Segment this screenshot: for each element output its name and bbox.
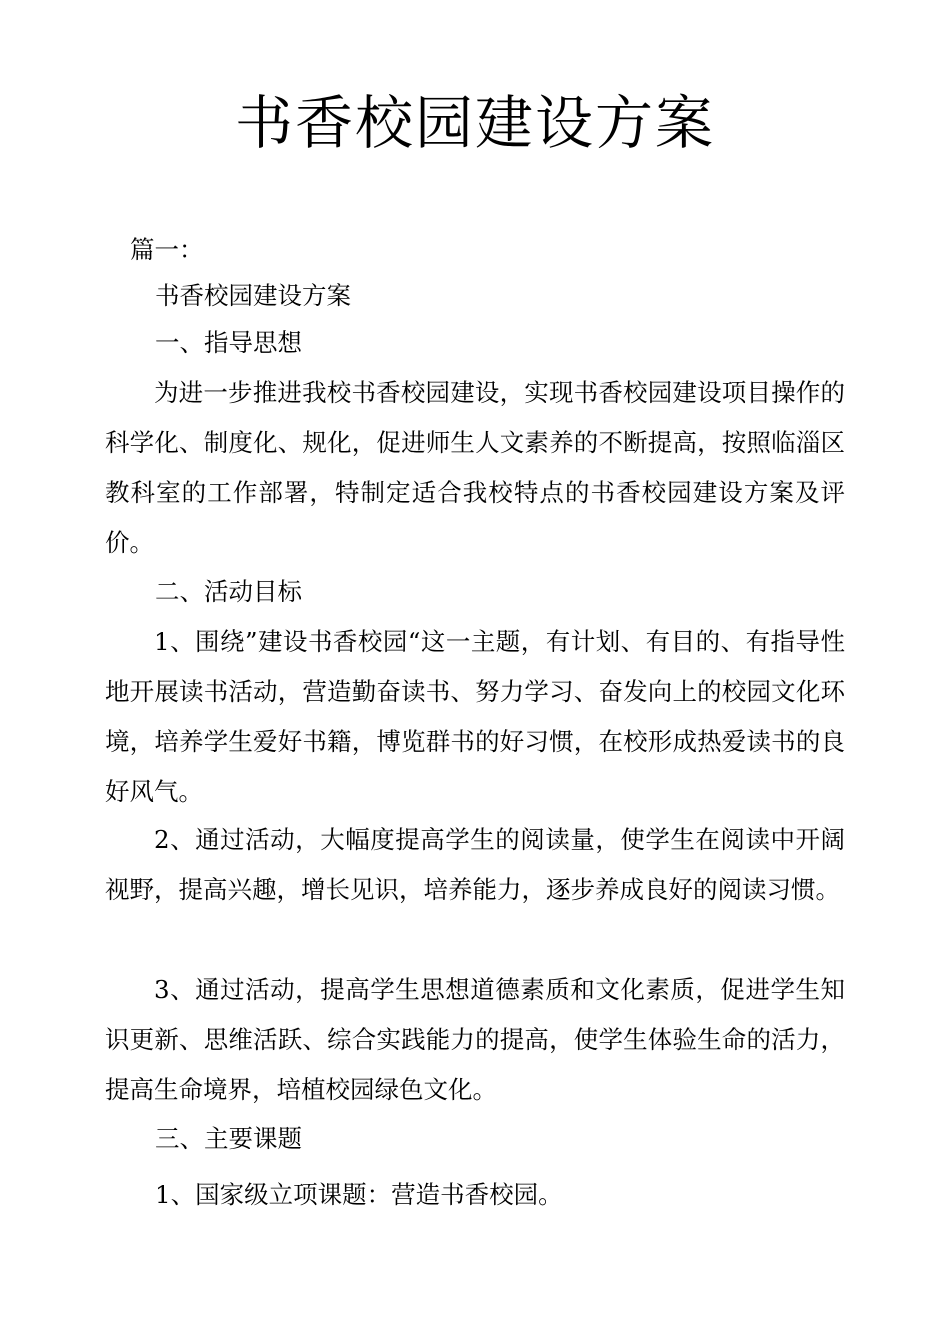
paragraph-topic-1: 1、国家级立项课题：营造书香校园。 [155,1180,563,1209]
section-heading-guiding: 一、指导思想 [155,328,302,357]
paragraph-goal-3: 3、通过活动，提高学生思想道德素质和文化素质，促进学生知识更新、思维活跃、综合实践能力的提高，使学生体验生命的活力，提高生命境界，培植校园绿色文化。 [105,975,845,1104]
paragraph-guiding: 为进一步推进我校书香校园建设，实现书香校园建设项目操作的科学化、制度化、规化，促进师生人文素养的不断提高，按照临淄区教科室的工作部署，特制定适合我校特点的书香校园建设方案及评价。 [105,378,845,557]
section-heading-topics: 三、主要课题 [155,1124,302,1153]
section-heading-goals: 二、活动目标 [155,577,302,606]
paragraph-goal-2: 2、通过活动，大幅度提高学生的阅读量，使学生在阅读中开阔视野，提高兴趣，增长见识，培养能力，逐步养成良好的阅读习惯。 [105,825,845,904]
document-subtitle: 书香校园建设方案 [155,281,351,310]
paragraph-goal-1: 1、围绕”建设书香校园“这一主题，有计划、有目的、有指导性地开展读书活动，营造勤奋读书、努力学习、奋发向上的校园文化环境，培养学生爱好书籍，博览群书的好习惯，在校形成热爱读书的良好风气。 [105,627,845,806]
part-label: 篇一： [130,235,204,264]
document-title: 书香校园建设方案 [234,89,715,157]
